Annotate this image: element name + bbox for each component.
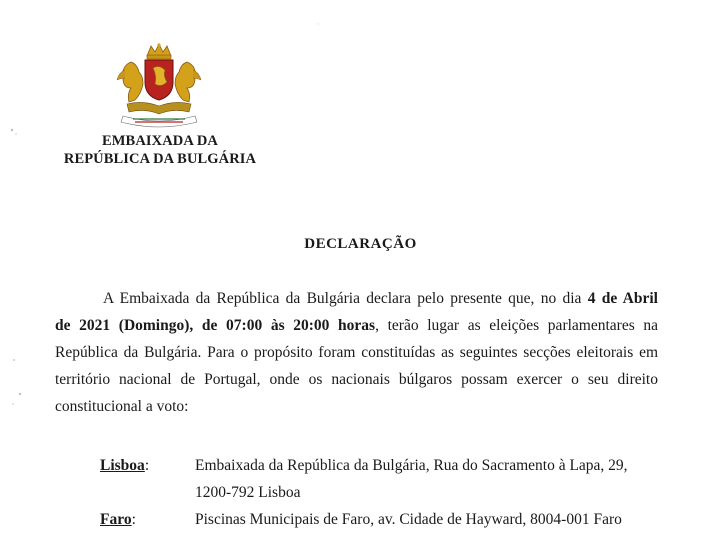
body-line-5: constitucional a voto:: [55, 398, 189, 415]
section-label-lisboa: Lisboa: [100, 457, 145, 474]
section-lisboa-continued: [100, 479, 660, 506]
label-separator: :: [144, 457, 150, 474]
polling-sections: [100, 452, 660, 533]
section-faro: [100, 506, 660, 533]
label-separator: :: [131, 511, 136, 528]
body-line-1: [55, 285, 658, 312]
section-address-line-1: Embaixada da República da Bulgária, Rua do Sacramento à Lapa, 29,: [195, 457, 628, 474]
body-line-4: território nacional de Portugal, onde os nacionais búlgaros possam exercer o seu direito: [55, 371, 658, 388]
body-line-3: República da Bulgária. Para o propósito foram constituídas as seguintes secções eleitorais em: [55, 344, 658, 361]
date-bold-text: 4 de Abril: [587, 290, 658, 307]
section-address-line-2: 1200-792 Lisboa: [195, 484, 301, 501]
embassy-line-2: REPÚBLICA DA BULGÁRIA: [63, 151, 257, 167]
datetime-bold-text: de 2021 (Domingo), de 07:00 às 20:00 horas: [55, 317, 376, 334]
body-text-segment: , terão lugar as eleições parlamentares na: [375, 317, 659, 334]
body-text-segment: A Embaixada da República da Bulgária declara pelo presente que, no dia: [103, 290, 588, 307]
section-lisboa: [100, 452, 660, 479]
section-address-faro: Piscinas Municipais de Faro, av. Cidade de Hayward, 8004-001 Faro: [195, 511, 622, 528]
section-label-faro: Faro: [100, 511, 132, 528]
declaration-body: [55, 285, 658, 420]
body-line-2: [55, 312, 658, 339]
embassy-heading: [40, 132, 280, 168]
embassy-line-1: EMBAIXADA DA: [102, 133, 218, 149]
document-title: DECLARAÇÃO: [304, 236, 417, 252]
bulgarian-coat-of-arms-icon: [113, 42, 205, 130]
